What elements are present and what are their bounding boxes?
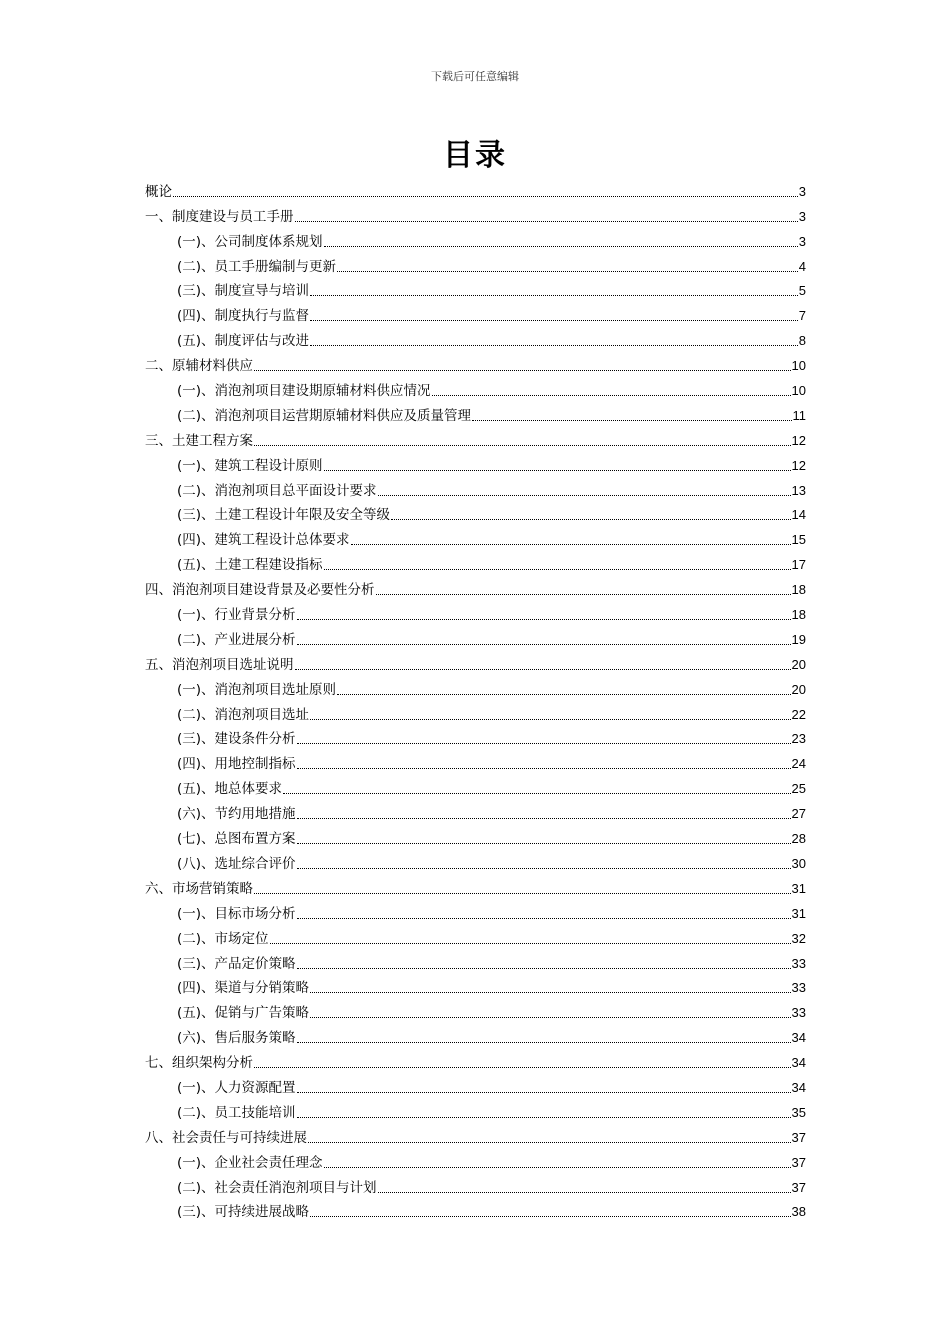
dot-leader — [295, 668, 791, 670]
toc-entry-page-number: 23 — [791, 731, 806, 747]
toc-entry-label: (一)、建筑工程设计原则 — [177, 457, 323, 474]
dot-leader — [337, 270, 798, 272]
toc-entry[interactable] — [145, 1196, 806, 1221]
toc-entry-label: (三)、建设条件分析 — [177, 731, 296, 748]
toc-entry[interactable] — [145, 548, 806, 573]
toc-entry-label: (四)、用地控制指标 — [177, 756, 296, 773]
toc-entry-label: (二)、社会责任消泡剂项目与计划 — [177, 1179, 377, 1196]
toc-entry-page-number: 24 — [791, 756, 806, 772]
toc-entry[interactable] — [145, 299, 806, 324]
toc-entry[interactable] — [145, 1046, 806, 1071]
toc-entry[interactable] — [145, 200, 806, 225]
toc-entry-page-number: 3 — [798, 183, 806, 199]
toc-entry-page-number: 7 — [798, 308, 806, 324]
toc-entry-label: 八、社会责任与可持续进展 — [145, 1129, 307, 1146]
toc-entry-label: (二)、员工技能培训 — [177, 1104, 296, 1121]
dot-leader — [432, 394, 791, 396]
page-header: 下载后可任意编辑 — [431, 70, 519, 83]
toc-entry[interactable] — [145, 772, 806, 797]
toc-entry[interactable] — [145, 847, 806, 872]
toc-entry-page-number: 12 — [791, 432, 806, 448]
toc-entry-page-number: 37 — [791, 1179, 806, 1195]
toc-entry-label: 六、市场营销策略 — [145, 880, 253, 897]
toc-entry-label: (四)、渠道与分销策略 — [177, 980, 310, 997]
dot-leader — [297, 618, 791, 620]
toc-entry[interactable] — [145, 1171, 806, 1196]
toc-entry-page-number: 12 — [791, 457, 806, 473]
toc-entry-label: (一)、企业社会责任理念 — [177, 1154, 323, 1171]
toc-entry-page-number: 33 — [791, 955, 806, 971]
toc-entry-label: (六)、节约用地措施 — [177, 806, 296, 823]
toc-entry-page-number: 30 — [791, 855, 806, 871]
toc-entry-page-number: 28 — [791, 831, 806, 847]
toc-entry[interactable] — [145, 324, 806, 349]
toc-entry[interactable] — [145, 250, 806, 275]
toc-entry-page-number: 18 — [791, 607, 806, 623]
dot-leader — [310, 319, 798, 321]
toc-entry-page-number: 17 — [791, 557, 806, 573]
toc-entry-label: (二)、市场定位 — [177, 930, 269, 947]
toc-entry[interactable] — [145, 623, 806, 648]
dot-leader — [324, 245, 798, 247]
toc-entry-label: (一)、消泡剂项目选址原则 — [177, 681, 337, 698]
toc-entry[interactable] — [145, 947, 806, 972]
dot-leader — [297, 817, 791, 819]
toc-entry-page-number: 25 — [791, 781, 806, 797]
toc-entry-page-number: 37 — [791, 1154, 806, 1170]
dot-leader — [254, 444, 791, 446]
toc-entry-page-number: 13 — [791, 482, 806, 498]
dot-leader — [297, 1091, 791, 1093]
toc-entry-page-number: 27 — [791, 806, 806, 822]
toc-entry-page-number: 20 — [791, 656, 806, 672]
toc-entry-page-number: 34 — [791, 1055, 806, 1071]
toc-entry-label: (一)、目标市场分析 — [177, 905, 296, 922]
toc-entry-page-number: 35 — [791, 1104, 806, 1120]
toc-entry-page-number: 34 — [791, 1030, 806, 1046]
toc-entry-label: (四)、建筑工程设计总体要求 — [177, 532, 350, 549]
toc-entry-page-number: 34 — [791, 1079, 806, 1095]
toc-entry-page-number: 31 — [791, 905, 806, 921]
toc-entry[interactable] — [145, 996, 806, 1021]
dot-leader — [351, 543, 791, 545]
dot-leader — [310, 344, 798, 346]
dot-leader — [254, 892, 791, 894]
toc-entry-label: (二)、产业进展分析 — [177, 631, 296, 648]
dot-leader — [297, 767, 791, 769]
dot-leader — [310, 991, 790, 993]
toc-entry-page-number: 4 — [798, 258, 806, 274]
toc-entry-label: (五)、促销与广告策略 — [177, 1005, 310, 1022]
toc-entry-page-number: 18 — [791, 582, 806, 598]
toc-entry-page-number: 10 — [791, 383, 806, 399]
dot-leader — [173, 195, 798, 197]
toc-entry-label: 七、组织架构分析 — [145, 1055, 253, 1072]
toc-entry-page-number: 14 — [791, 507, 806, 523]
dot-leader — [297, 742, 791, 744]
toc-entry-page-number: 38 — [791, 1204, 806, 1220]
dot-leader — [378, 1191, 791, 1193]
toc-entry[interactable] — [145, 1096, 806, 1121]
toc-entry[interactable] — [145, 972, 806, 997]
toc-entry[interactable] — [145, 399, 806, 424]
toc-entry[interactable] — [145, 175, 806, 200]
dot-leader — [297, 967, 791, 969]
toc-entry-page-number: 10 — [791, 358, 806, 374]
toc-entry[interactable] — [145, 723, 806, 748]
dot-leader — [310, 1215, 790, 1217]
toc-entry[interactable] — [145, 822, 806, 847]
toc-entry-label: (八)、选址综合评价 — [177, 855, 296, 872]
toc-entry-label: 四、消泡剂项目建设背景及必要性分析 — [145, 582, 375, 599]
toc-entry-label: 三、土建工程方案 — [145, 432, 253, 449]
toc-entry[interactable] — [145, 1121, 806, 1146]
toc-entry[interactable] — [145, 698, 806, 723]
toc-entry-label: (二)、员工手册编制与更新 — [177, 258, 337, 275]
dot-leader — [297, 867, 791, 869]
toc-entry[interactable] — [145, 499, 806, 524]
toc-entry-label: (一)、行业背景分析 — [177, 607, 296, 624]
dot-leader — [297, 1041, 791, 1043]
toc-entry-label: (三)、可持续进展战略 — [177, 1204, 310, 1221]
toc-entry-label: (四)、制度执行与监督 — [177, 308, 310, 325]
dot-leader — [310, 294, 798, 296]
toc-entry[interactable] — [145, 424, 806, 449]
toc-entry-page-number: 20 — [791, 681, 806, 697]
toc-entry[interactable] — [145, 573, 806, 598]
toc-entry[interactable] — [145, 747, 806, 772]
dot-leader — [270, 942, 791, 944]
dot-leader — [472, 419, 791, 421]
toc-entry-label: (三)、制度宣导与培训 — [177, 283, 310, 300]
toc-entry-label: (二)、消泡剂项目运营期原辅材料供应及质量管理 — [177, 407, 472, 424]
dot-leader — [337, 693, 790, 695]
toc-entry-label: (二)、消泡剂项目总平面设计要求 — [177, 482, 377, 499]
dot-leader — [324, 469, 791, 471]
toc-entry-page-number: 33 — [791, 1005, 806, 1021]
dot-leader — [254, 369, 791, 371]
toc-entry-label: 一、制度建设与员工手册 — [145, 208, 294, 225]
toc-entry[interactable] — [145, 225, 806, 250]
toc-entry[interactable] — [145, 1071, 806, 1096]
toc-entry-page-number: 3 — [798, 208, 806, 224]
toc-entry[interactable] — [145, 673, 806, 698]
toc-entry[interactable] — [145, 1021, 806, 1046]
dot-leader — [297, 842, 791, 844]
toc-entry[interactable] — [145, 523, 806, 548]
toc-entry[interactable] — [145, 872, 806, 897]
toc-entry-page-number: 3 — [798, 233, 806, 249]
dot-leader — [295, 220, 798, 222]
toc-entry-page-number: 5 — [798, 283, 806, 299]
toc-entry-page-number: 11 — [792, 407, 806, 423]
dot-leader — [308, 1141, 791, 1143]
toc-entry[interactable] — [145, 897, 806, 922]
dot-leader — [324, 568, 791, 570]
toc-entry-label: (六)、售后服务策略 — [177, 1030, 296, 1047]
toc-entry[interactable] — [145, 922, 806, 947]
table-of-contents — [145, 175, 806, 1220]
toc-entry-label: (一)、公司制度体系规划 — [177, 233, 323, 250]
toc-entry[interactable] — [145, 797, 806, 822]
toc-title: 目录 — [443, 138, 507, 173]
toc-entry-label: (七)、总图布置方案 — [177, 831, 296, 848]
toc-entry-label: (一)、人力资源配置 — [177, 1079, 296, 1096]
toc-entry-label: (三)、产品定价策略 — [177, 955, 296, 972]
toc-entry-label: (一)、消泡剂项目建设期原辅材料供应情况 — [177, 383, 431, 400]
toc-entry[interactable] — [145, 349, 806, 374]
toc-entry[interactable] — [145, 598, 806, 623]
toc-entry-page-number: 32 — [791, 930, 806, 946]
toc-entry-page-number: 15 — [791, 532, 806, 548]
dot-leader — [391, 518, 790, 520]
toc-entry-label: (五)、制度评估与改进 — [177, 333, 310, 350]
toc-entry[interactable] — [145, 275, 806, 300]
toc-entry[interactable] — [145, 474, 806, 499]
dot-leader — [376, 593, 791, 595]
toc-entry-page-number: 22 — [791, 706, 806, 722]
toc-entry-label: (五)、土建工程建设指标 — [177, 557, 323, 574]
toc-entry-page-number: 19 — [791, 631, 806, 647]
toc-entry[interactable] — [145, 374, 806, 399]
toc-entry-label: (三)、土建工程设计年限及安全等级 — [177, 507, 391, 524]
toc-entry-page-number: 37 — [791, 1129, 806, 1145]
dot-leader — [297, 1116, 791, 1118]
toc-entry-page-number: 8 — [798, 333, 806, 349]
toc-entry[interactable] — [145, 449, 806, 474]
dot-leader — [310, 718, 790, 720]
dot-leader — [297, 643, 791, 645]
toc-entry-label: (二)、消泡剂项目选址 — [177, 706, 310, 723]
toc-entry-label: 二、原辅材料供应 — [145, 358, 253, 375]
toc-entry-label: (五)、地总体要求 — [177, 781, 283, 798]
toc-entry[interactable] — [145, 1146, 806, 1171]
toc-entry[interactable] — [145, 648, 806, 673]
dot-leader — [378, 494, 791, 496]
toc-entry-label: 五、消泡剂项目选址说明 — [145, 656, 294, 673]
dot-leader — [297, 917, 791, 919]
toc-entry-page-number: 33 — [791, 980, 806, 996]
toc-entry-page-number: 31 — [791, 880, 806, 896]
dot-leader — [254, 1066, 791, 1068]
dot-leader — [283, 792, 790, 794]
dot-leader — [310, 1016, 790, 1018]
toc-entry-label: 概论 — [145, 183, 172, 200]
dot-leader — [324, 1166, 791, 1168]
